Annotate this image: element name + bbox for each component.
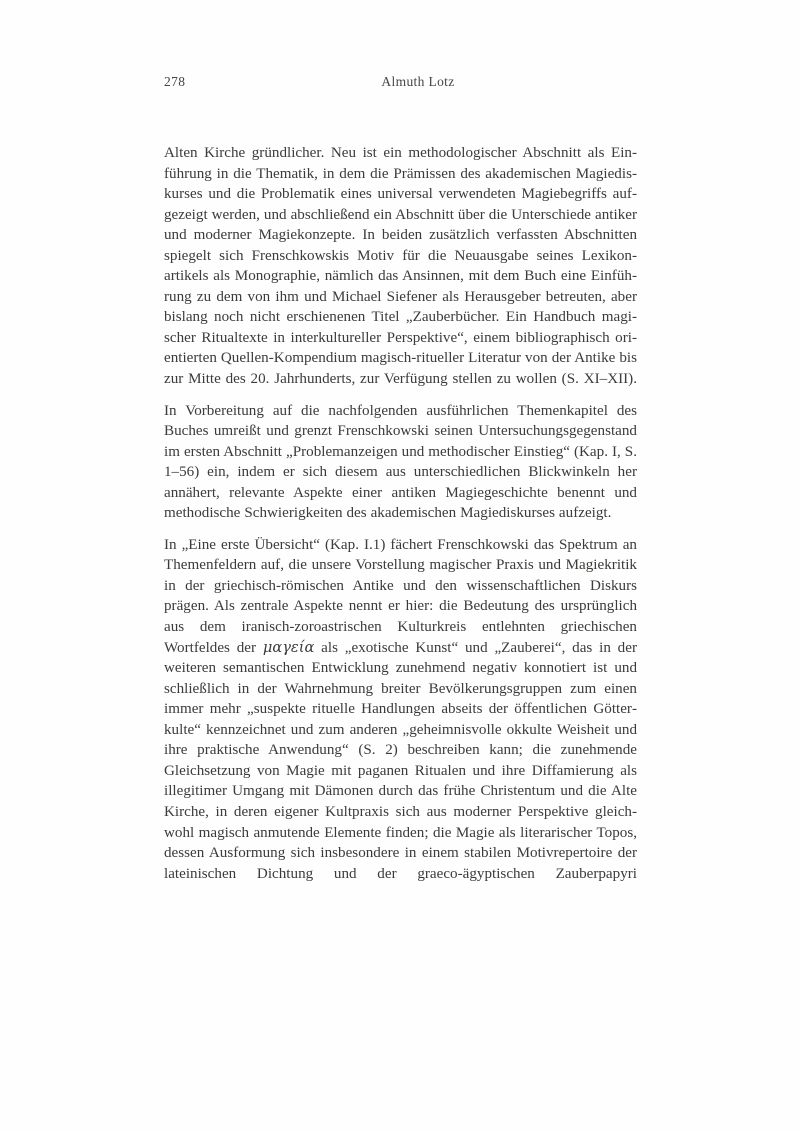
running-header	[164, 72, 636, 92]
paragraph-2: In Vorbereitung auf die nachfolgenden ausführlichen Themenkapitel des Buches umreißt und grenzt Frenschkowski seinen Untersuchungsgegenstand im ersten Abschnitt „Problemanzeigen und methodischer Einstieg“ (Kap. I, S. 1–56) ein, indem er sich diesem aus unterschiedlichen Blickwinkeln her annähert, relevante Aspekte einer antiken Magiegeschichte benennt und methodische Schwierigkeiten des akademischen Magiediskurses aufzeigt.	[164, 402, 637, 522]
page-number: 278	[164, 74, 186, 89]
paragraph-3	[164, 535, 637, 884]
body-text-block	[164, 143, 637, 884]
paragraph-1: Alten Kirche gründlicher. Neu ist ein methodologischer Abschnitt als Einführung in die Thematik, in dem die Prämissen des akademischen Magiediskurses und die Problematik eines universal verwendeten Magiebegriffs aufgezeigt werden, und abschließend ein Abschnitt über die Unterschiede antiker und moderner Magiekonzepte. In beiden zusätzlich verfassten Abschnitten spiegelt sich Frenschkowskis Motiv für die Neuausgabe seines Lexikonartikels als Monographie, nämlich das Ansinnen, mit dem Buch eine Einführung zu dem von ihm und Michael Siefener als Herausgeber betreuten, aber bislang noch nicht erschienenen Titel „Zauberbücher. Ein Handbuch magischer Ritualtexte in interkultureller Perspektive“, einem bibliographisch orientierten Quellen-Kompendium magisch-ritueller Literatur von der Antike bis zur Mitte des 20. Jahrhunderts, zur Verfügung stellen zu wollen (S. XI–XII).	[164, 145, 637, 388]
paragraph-3-continuation-text: als „exotische Kunst“ und „Zauberei“, das in der weiteren semantischen Entwicklung zunehmend negativ konnotiert ist und schließlich in der Wahrnehmung breiter Bevölkerungsgruppen zum einen immer mehr „suspekte rituelle Handlungen abseits der öffentlichen Götterkulte“ kennzeichnet und zum anderen „geheimnisvolle okkulte Weisheit und ihre praktische Anwendung“ (S. 2) beschreiben kann; die zunehmende Gleichsetzung von Magie mit paganen Ritualen und ihre Diffamierung als illegitimer Umgang mit Dämonen durch das frühe Christentum und die Alte Kirche, in deren eigener Kultpraxis sich aus moderner Perspektive gleichwohl magisch anmutende Elemente finden; die Magie als literarischer Topos, dessen Ausformung sich insbesondere in einem stabilen Motivrepertoire der lateinischen Dichtung und der graeco-ägyptischen Zauberpapyri	[164, 639, 637, 882]
greek-term-mageia: μαγεία	[262, 638, 315, 656]
running-head-title: Almuth Lotz	[381, 74, 455, 89]
paragraph-3-lead-text: In „Eine erste Übersicht“ (Kap. I.1) fächert Frenschkowski das Spektrum an Themenfeldern auf, die unsere Vorstellung magischer Praxis und Magiekritik in der griechisch-römischen Antike und den wissenschaftlichen Diskurs prägen. Als zentrale Aspekte nennt er hier: die Bedeutung des ursprünglich aus dem iranisch-zoroastrischen Kulturkreis entlehnten griechischen Wortfeldes der	[164, 536, 637, 656]
